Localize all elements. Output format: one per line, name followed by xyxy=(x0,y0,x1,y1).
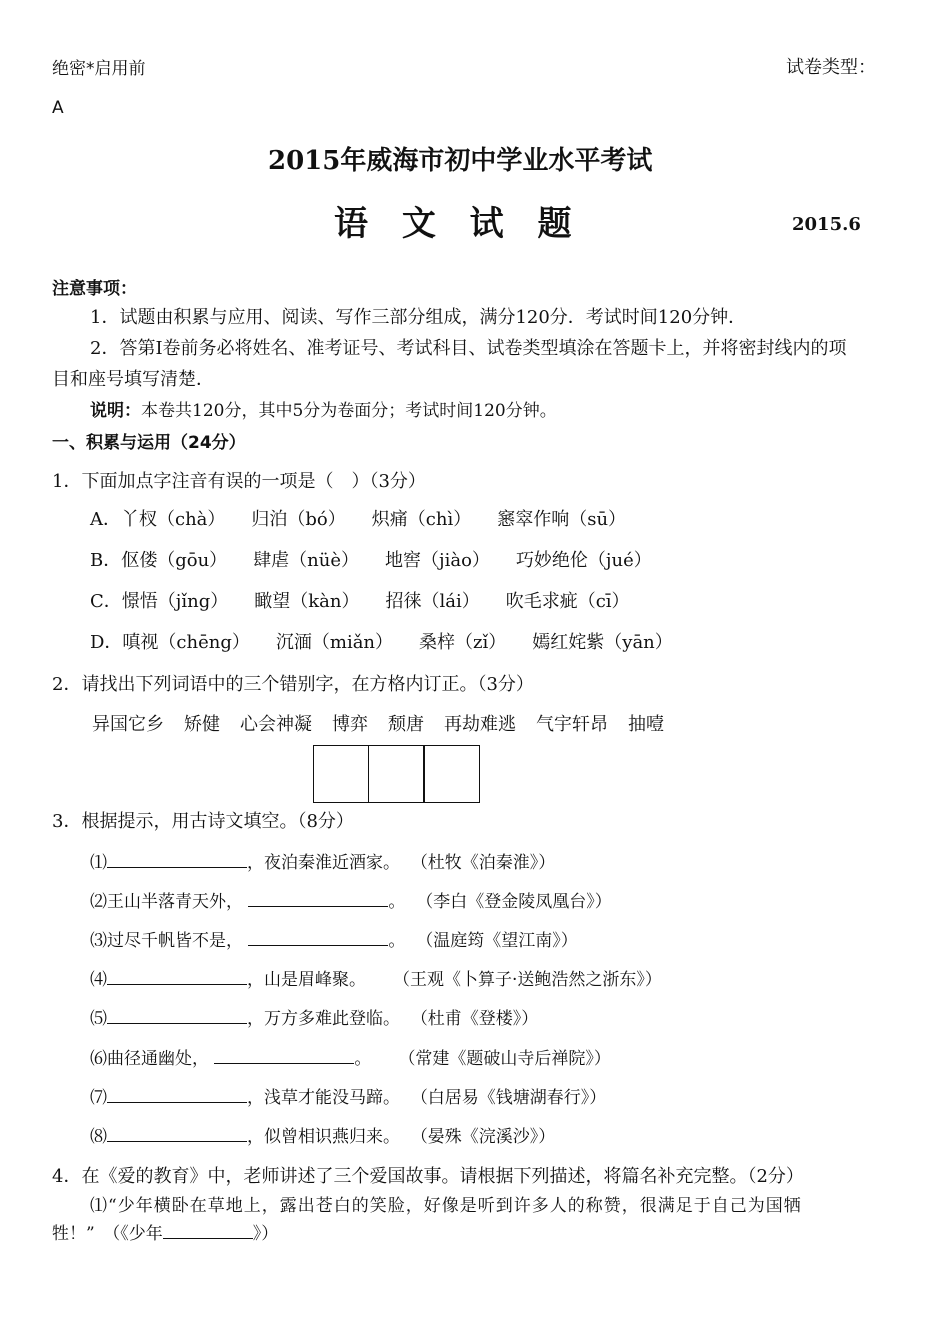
q3-item-2 xyxy=(90,887,612,912)
verse-source: （常建《题破山寺后禅院》） xyxy=(398,1049,611,1069)
answer-blank[interactable] xyxy=(107,1125,247,1142)
verse-text: 曲径通幽处， xyxy=(107,1049,209,1069)
verse-text: 过尽千帆皆不是， xyxy=(107,931,243,951)
verse-source: （杜甫《登楼》） xyxy=(410,1009,539,1029)
answer-blank[interactable] xyxy=(248,929,388,946)
notes-item-1: 1．试题由积累与应用、阅读、写作三部分组成，满分120分．考试时间120分钟． xyxy=(90,307,747,328)
question-2-words xyxy=(92,710,664,736)
question-4-stem: 4．在《爱的教育》中，老师讲述了三个爱国故事。请根据下列描述，将篇名补充完整。（2分） xyxy=(52,1166,804,1187)
item-number: ⑶ xyxy=(90,931,107,951)
item-number: ⑹ xyxy=(90,1049,107,1069)
verse-text: 。 xyxy=(388,931,406,951)
answer-blank[interactable] xyxy=(107,851,247,868)
answer-blank[interactable] xyxy=(214,1047,354,1064)
item-number: ⑻ xyxy=(90,1127,107,1147)
option-c-item: 吹毛求疵（cī） xyxy=(505,591,630,612)
option-b-item: 肆虐（nüè） xyxy=(253,550,360,571)
q3-item-6 xyxy=(90,1044,611,1069)
verse-source: （王观《卜算子·送鲍浩然之浙东》） xyxy=(393,970,662,990)
answer-blank[interactable] xyxy=(163,1222,253,1239)
verse-source: （晏殊《浣溪沙》） xyxy=(410,1127,556,1147)
exam-title: 2015年威海市初中学业水平考试 xyxy=(268,146,653,176)
explain-label: 说明： xyxy=(90,401,141,421)
question-1-option-b xyxy=(90,546,678,572)
correction-box-3[interactable] xyxy=(424,745,480,803)
item-number: ⑵ xyxy=(90,892,107,912)
word-item: 矫健 xyxy=(184,714,220,735)
question-2-stem: 2．请找出下列词语中的三个错别字，在方格内订正。（3分） xyxy=(52,674,534,695)
question-1-option-c xyxy=(90,587,656,613)
word-item: 异国它乡 xyxy=(92,714,164,735)
question-1-option-a xyxy=(90,505,652,531)
correction-box-2[interactable] xyxy=(368,745,424,803)
answer-blank[interactable] xyxy=(107,1007,247,1024)
option-d-item: 桑梓（zǐ） xyxy=(419,632,507,653)
word-item: 颓唐 xyxy=(388,714,424,735)
word-item: 再劫难逃 xyxy=(444,714,516,735)
q3-item-8 xyxy=(90,1122,555,1147)
verse-source: （李白《登金陵凤凰台》） xyxy=(416,892,612,912)
option-d-item: 沉湎（miǎn） xyxy=(275,632,394,653)
option-d-item: 嫣红姹紫（yān） xyxy=(532,632,673,653)
option-b-item: 巧妙绝伦（jué） xyxy=(515,550,652,571)
option-c-item: 招徕（lái） xyxy=(385,591,480,612)
question-4-sub-1-cont xyxy=(52,1219,278,1244)
verse-text: ，似曾相识燕归来。 xyxy=(247,1127,400,1147)
notes-item-2: 2．答第Ⅰ卷前务必将姓名、准考证号、考试科目、试卷类型填涂在答题卡上，并将密封线内的项 xyxy=(90,338,847,359)
explain-text: 本卷共120分，其中5分为卷面分；考试时间120分钟。 xyxy=(141,401,557,421)
verse-text: ，万方多难此登临。 xyxy=(247,1009,400,1029)
question-1-stem: 1．下面加点字注音有误的一项是（ ）（3分） xyxy=(52,471,426,492)
exam-date: 2015.6 xyxy=(792,214,861,235)
q3-item-5 xyxy=(90,1004,538,1029)
q3-item-7 xyxy=(90,1083,606,1108)
option-a-item: A．丫杈（chà） xyxy=(90,509,226,530)
sub-text: 牲！” （《少年 xyxy=(52,1224,163,1244)
notes-explain xyxy=(90,396,557,421)
question-1-option-d xyxy=(90,628,699,654)
answer-blank[interactable] xyxy=(107,1086,247,1103)
item-number: ⑷ xyxy=(90,970,107,990)
q3-item-3 xyxy=(90,926,578,951)
option-a-item: 窸窣作响（sū） xyxy=(497,509,627,530)
verse-text: ，山是眉峰聚。 xyxy=(247,970,366,990)
subject-title: 语 文 试 题 xyxy=(334,204,574,244)
word-item: 博弈 xyxy=(332,714,368,735)
verse-text: ，夜泊秦淮近酒家。 xyxy=(247,853,400,873)
correction-box-1[interactable] xyxy=(313,745,369,803)
question-3-stem: 3．根据提示，用古诗文填空。（8分） xyxy=(52,811,354,832)
verse-source: （温庭筠《望江南》） xyxy=(416,931,578,951)
option-c-item: C．憬悟（jǐng） xyxy=(90,591,229,612)
option-c-item: 瞰望（kàn） xyxy=(254,591,360,612)
confidential-label: 绝密*启用前 xyxy=(52,59,146,79)
verse-text: ，浅草才能没马蹄。 xyxy=(247,1088,400,1108)
notes-heading: 注意事项： xyxy=(52,279,137,299)
verse-source: （杜牧《泊秦淮》） xyxy=(410,853,556,873)
option-a-item: 炽痛（chì） xyxy=(371,509,472,530)
q3-item-1 xyxy=(90,848,555,873)
paper-type-value: A xyxy=(52,98,64,118)
option-b-item: 地窖（jiào） xyxy=(385,550,490,571)
sub-text: 》） xyxy=(252,1224,279,1244)
verse-text: 。 xyxy=(354,1049,372,1069)
q3-item-4 xyxy=(90,965,662,990)
verse-source: （白居易《钱塘湖春行》） xyxy=(410,1088,607,1108)
question-4-sub-1: ⑴“少年横卧在草地上，露出苍白的笑脸，好像是听到许多人的称赞，很满足于自己为国牺 xyxy=(90,1196,802,1216)
notes-item-2-cont: 目和座号填写清楚． xyxy=(52,369,214,390)
word-item: 气宇轩昂 xyxy=(536,714,608,735)
item-number: ⑸ xyxy=(90,1009,107,1029)
item-number: ⑴ xyxy=(90,853,107,873)
paper-type-label: 试卷类型： xyxy=(786,57,876,78)
verse-text: 王山半落青天外， xyxy=(107,892,243,912)
answer-blank[interactable] xyxy=(248,890,388,907)
verse-text: 。 xyxy=(388,892,406,912)
word-item: 抽噎 xyxy=(628,714,664,735)
option-a-item: 归泊（bó） xyxy=(251,509,346,530)
word-item: 心会神凝 xyxy=(240,714,312,735)
option-d-item: D．嗔视（chēng） xyxy=(90,632,250,653)
option-b-item: B．伛偻（gōu） xyxy=(90,550,228,571)
section-1-title: 一、积累与运用（24分） xyxy=(52,433,246,453)
answer-blank[interactable] xyxy=(107,968,247,985)
item-number: ⑺ xyxy=(90,1088,107,1108)
